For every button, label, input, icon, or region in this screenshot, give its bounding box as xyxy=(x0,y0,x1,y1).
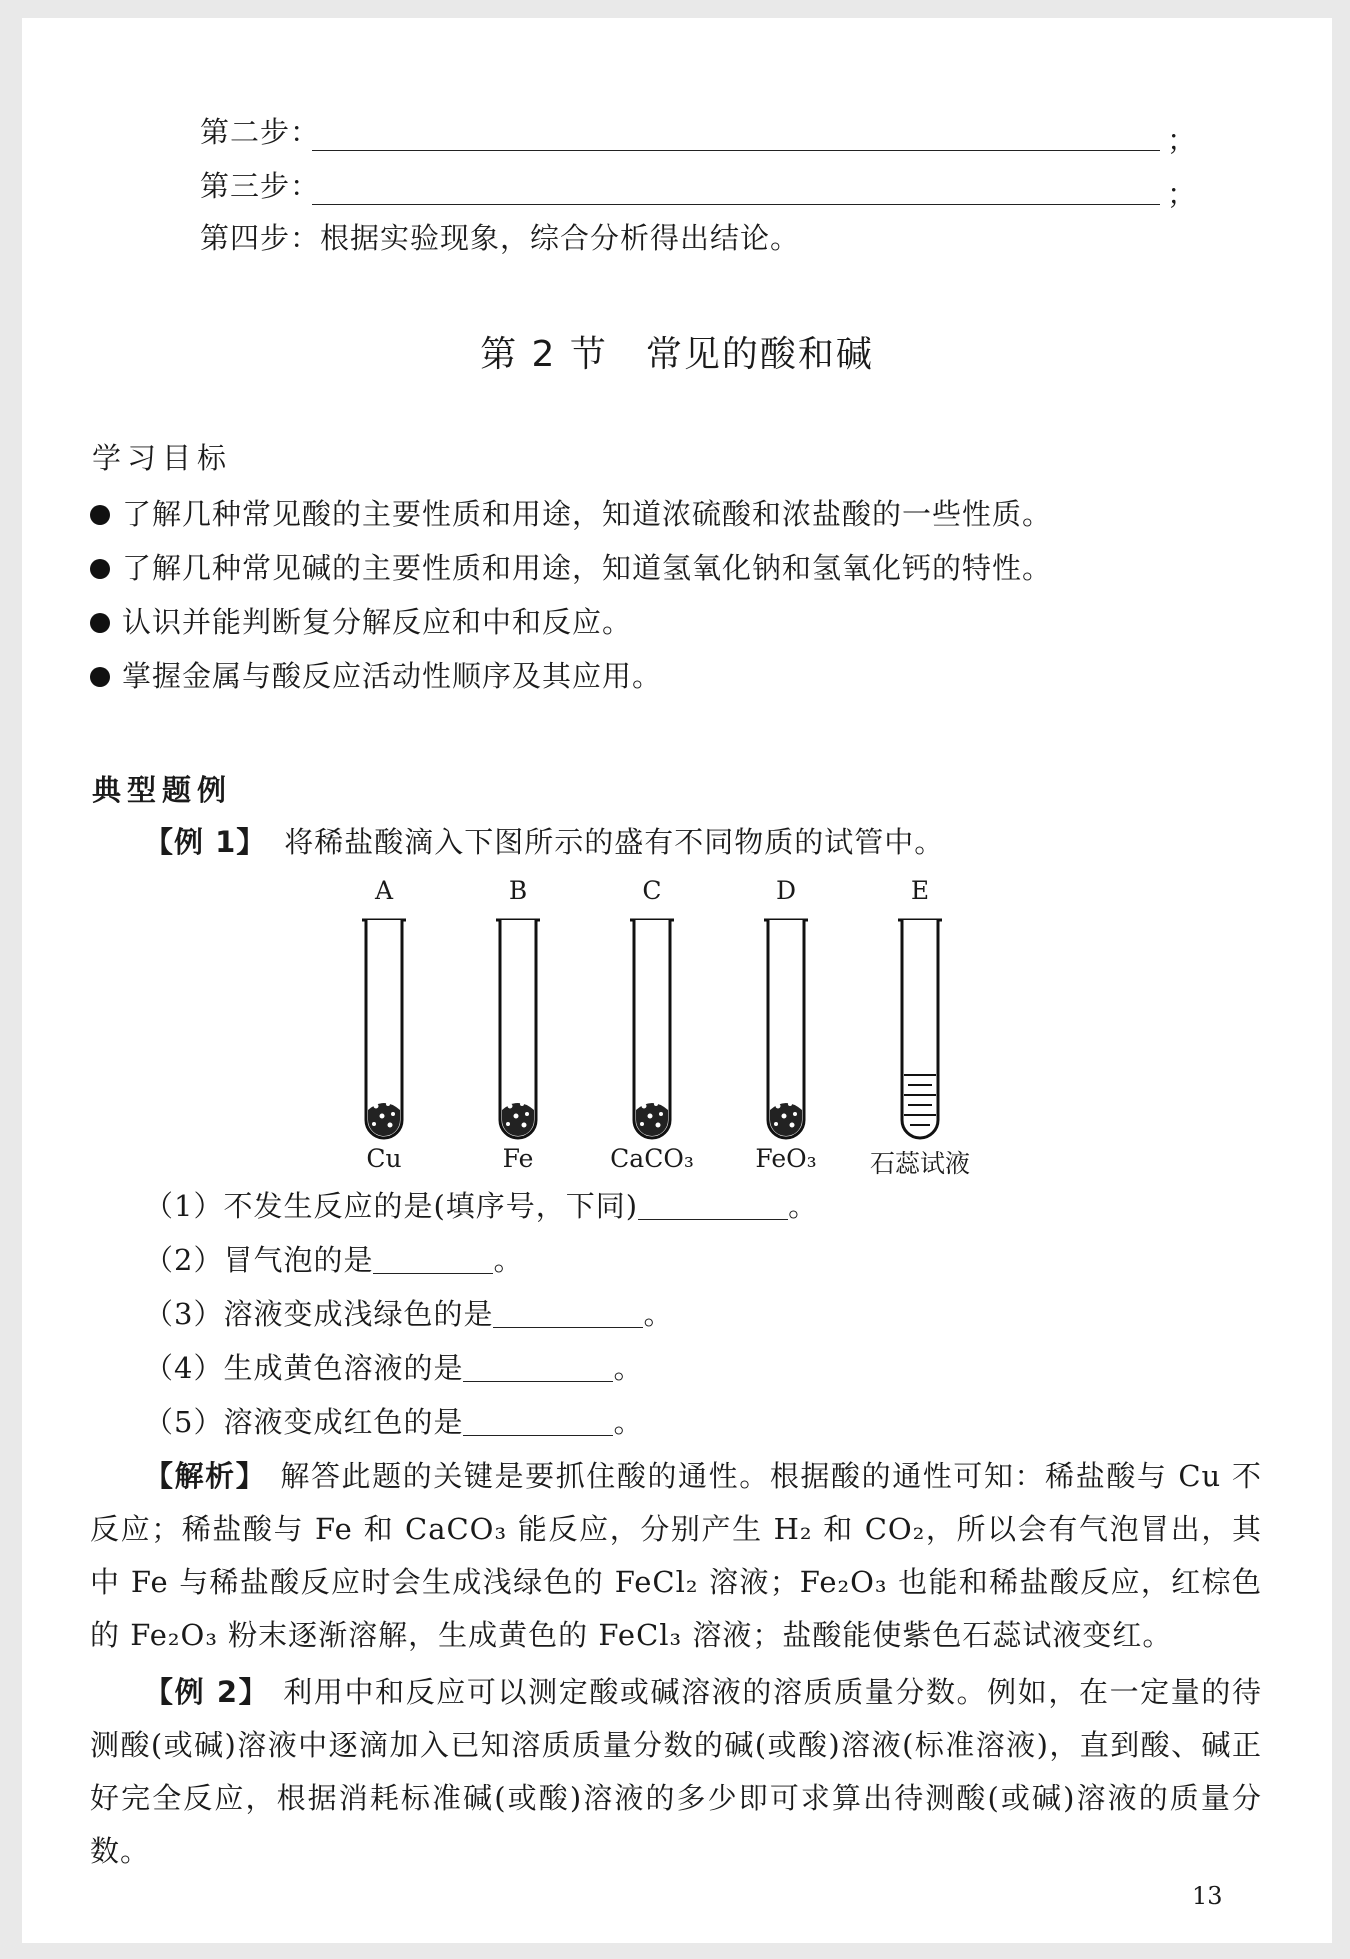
step-3-semicolon: ； xyxy=(1167,177,1197,211)
tube-d xyxy=(764,920,808,1138)
step-2-label: 第二步： xyxy=(200,115,321,149)
analysis-label: 【解析】 xyxy=(144,1459,267,1493)
step-3-label: 第三步： xyxy=(200,169,321,203)
example-1-text: 将稀盐酸滴入下图所示的盛有不同物质的试管中。 xyxy=(284,825,945,859)
analysis-text: 解答此题的关键是要抓住酸的通性。根据酸的通性可知：稀盐酸与 Cu 不反应；稀盐酸与 Fe 和 CaCO₃ 能反应，分别产生 H₂ 和 CO₂，所以会有气泡冒出，其中 Fe 与稀盐酸反应时会生成浅绿色的 FeCl₂ 溶液；Fe₂O₃ 也能和稀盐酸反应，红棕色的 Fe₂O₃ 粉末逐渐溶解，生成黄色的 FeCl₃ 溶液；盐酸能使紫色石蕊试液变红。 xyxy=(90,1459,1262,1652)
section-title: 第 2 节 常见的酸和碱 xyxy=(480,334,874,375)
tube-substance-c: CaCO₃ xyxy=(610,1144,694,1173)
question-5-text: 溶液变成红色的是 xyxy=(223,1405,464,1439)
example-2-paragraph xyxy=(90,1666,1262,1878)
question-1-num: （1） xyxy=(144,1189,224,1223)
question-1-end: 。 xyxy=(788,1189,819,1223)
tube-letter-d: D xyxy=(775,876,797,905)
tube-substance-a: Cu xyxy=(366,1144,402,1173)
tube-letter-c: C xyxy=(642,876,662,905)
objective-item-4: 掌握金属与酸反应活动性顺序及其应用。 xyxy=(122,659,663,693)
question-3-text: 溶液变成浅绿色的是 xyxy=(223,1297,494,1331)
test-tubes-figure xyxy=(322,908,1022,1158)
bullet-icon xyxy=(90,559,110,579)
example-1-label: 【例 1】 xyxy=(144,825,267,859)
answer-blank-1[interactable] xyxy=(638,1191,788,1220)
tube-c xyxy=(630,920,674,1138)
bullet-icon xyxy=(90,667,110,687)
textbook-page xyxy=(22,18,1332,1943)
tube-e xyxy=(898,920,942,1138)
tube-letter-b: B xyxy=(508,876,528,905)
question-5-num: （5） xyxy=(144,1405,224,1439)
answer-blank-5[interactable] xyxy=(463,1407,613,1436)
question-2-num: （2） xyxy=(144,1243,224,1277)
objective-item-1: 了解几种常见酸的主要性质和用途，知道浓硫酸和浓盐酸的一些性质。 xyxy=(122,497,1053,531)
question-1-text: 不发生反应的是(填序号，下同) xyxy=(223,1189,639,1223)
step-2-blank[interactable] xyxy=(312,150,1160,151)
bullet-icon xyxy=(90,505,110,525)
question-5 xyxy=(144,1402,643,1442)
question-3-num: （3） xyxy=(144,1297,224,1331)
answer-blank-3[interactable] xyxy=(493,1299,643,1328)
question-4-end: 。 xyxy=(613,1351,644,1385)
question-5-end: 。 xyxy=(613,1405,644,1439)
objective-item-2: 了解几种常见碱的主要性质和用途，知道氢氧化钠和氢氧化钙的特性。 xyxy=(122,551,1053,585)
tube-a xyxy=(362,920,406,1138)
step-2-semicolon: ； xyxy=(1167,123,1197,157)
step-4-text: 第四步：根据实验现象，综合分析得出结论。 xyxy=(200,221,801,255)
analysis-paragraph xyxy=(90,1450,1262,1662)
question-2-text: 冒气泡的是 xyxy=(223,1243,374,1277)
tube-substance-b: Fe xyxy=(502,1144,534,1173)
tube-substance-e: 石蕊试液 xyxy=(869,1149,970,1178)
question-2 xyxy=(144,1240,523,1280)
page-number: 13 xyxy=(1192,1882,1223,1910)
example-2-label: 【例 2】 xyxy=(144,1675,270,1709)
answer-blank-4[interactable] xyxy=(463,1353,613,1382)
question-4-text: 生成黄色溶液的是 xyxy=(223,1351,464,1385)
objective-item-3: 认识并能判断复分解反应和中和反应。 xyxy=(122,605,633,639)
objectives-heading: 学习目标 xyxy=(92,441,233,475)
bullet-icon xyxy=(90,613,110,633)
tube-substance-d: FeO₃ xyxy=(755,1144,817,1173)
question-3 xyxy=(144,1294,673,1334)
example-1 xyxy=(144,822,944,862)
question-4-num: （4） xyxy=(144,1351,224,1385)
question-1 xyxy=(144,1186,818,1226)
question-2-end: 。 xyxy=(493,1243,524,1277)
question-3-end: 。 xyxy=(643,1297,674,1331)
step-3-blank[interactable] xyxy=(312,204,1160,205)
tube-letter-a: A xyxy=(374,876,394,905)
tube-b xyxy=(496,920,540,1138)
example-2-text: 利用中和反应可以测定酸或碱溶液的溶质质量分数。例如，在一定量的待测酸(或碱)溶液中逐滴加入已知溶质质量分数的碱(或酸)溶液(标准溶液)，直到酸、碱正好完全反应，根据消耗标准碱(或酸)溶液的多少即可求算出待测酸(或碱)溶液的质量分数。 xyxy=(90,1675,1262,1868)
examples-heading: 典型题例 xyxy=(92,773,233,807)
question-4 xyxy=(144,1348,643,1388)
tube-letter-e: E xyxy=(910,876,930,905)
answer-blank-2[interactable] xyxy=(373,1245,493,1274)
